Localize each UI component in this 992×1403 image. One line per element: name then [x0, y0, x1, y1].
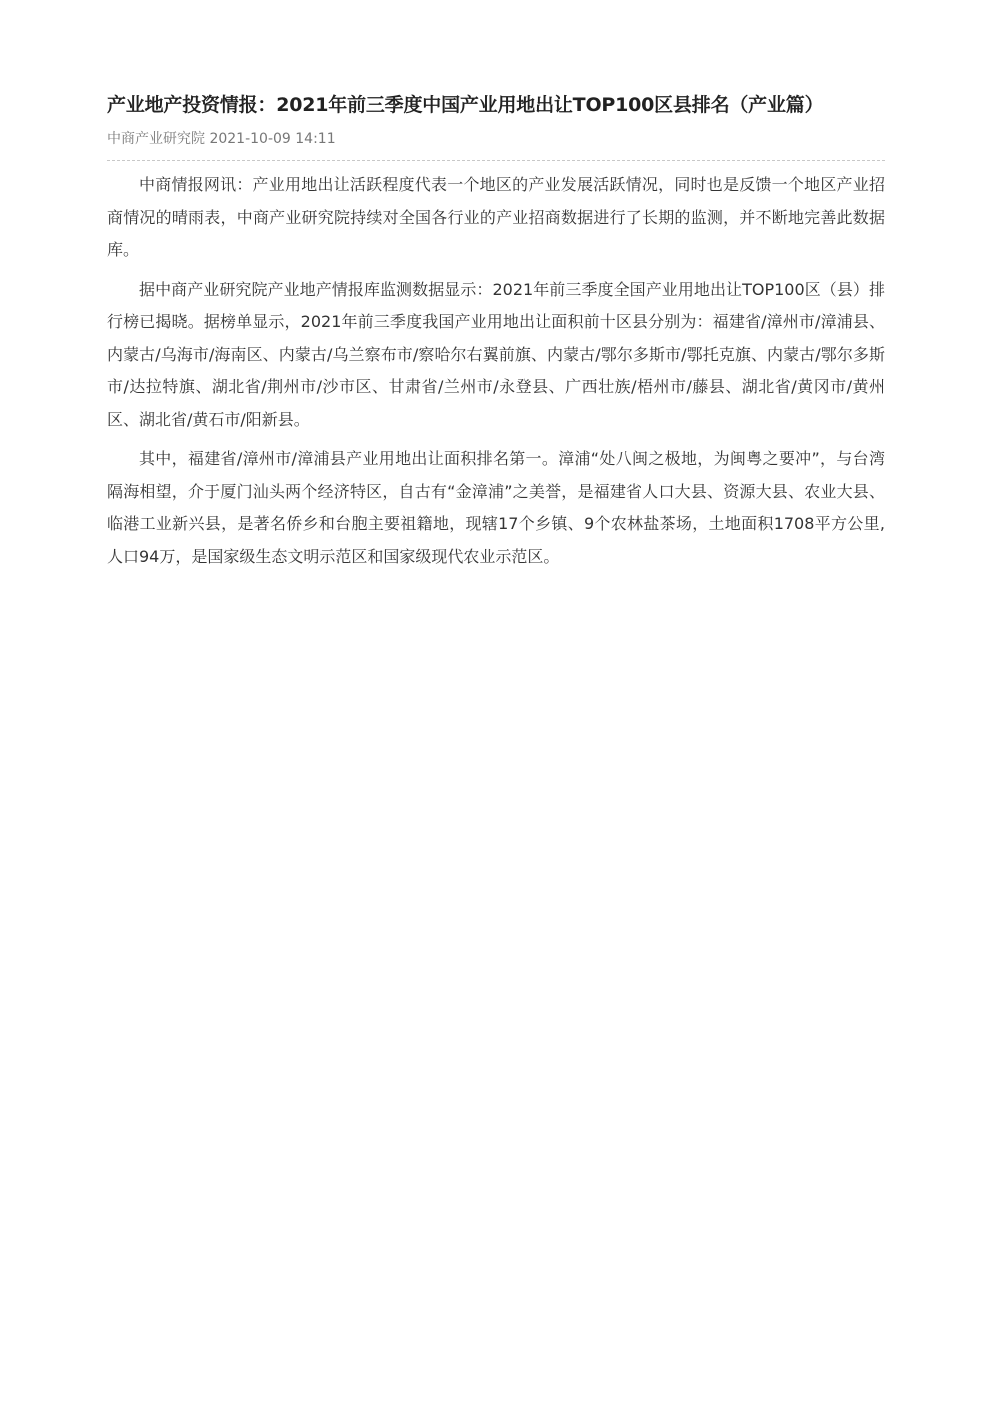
divider [107, 160, 885, 161]
article-body [107, 169, 885, 573]
article [107, 88, 885, 580]
article-meta [107, 129, 885, 149]
paragraph: 中商情报网讯：产业用地出让活跃程度代表一个地区的产业发展活跃情况，同时也是反馈一个地区产业招商情况的晴雨表，中商产业研究院持续对全国各行业的产业招商数据进行了长期的监测，并不断地完善此数据库。 [107, 175, 885, 259]
article-datetime: 2021-10-09 14:11 [209, 131, 336, 147]
article-source: 中商产业研究院 [107, 131, 205, 147]
article-title: 产业地产投资情报：2021年前三季度中国产业用地出让TOP100区县排名（产业篇） [107, 94, 824, 116]
paragraph: 其中，福建省/漳州市/漳浦县产业用地出让面积排名第一。漳浦“处八闽之极地，为闽粤之要冲”，与台湾隔海相望，介于厦门汕头两个经济特区，自古有“金漳浦”之美誉，是福建省人口大县、资源大县、农业大县、临港工业新兴县，是著名侨乡和台胞主要祖籍地，现辖17个乡镇、9个农林盐茶场，土地面积1708平方公里,人口94万，是国家级生态文明示范区和国家级现代农业示范区。 [107, 449, 885, 566]
paragraph: 据中商产业研究院产业地产情报库监测数据显示：2021年前三季度全国产业用地出让TOP100区（县）排行榜已揭晓。据榜单显示，2021年前三季度我国产业用地出让面积前十区县分别为：福建省/漳州市/漳浦县、内蒙古/乌海市/海南区、内蒙古/乌兰察布市/察哈尔右翼前旗、内蒙古/鄂尔多斯市/鄂托克旗、内蒙古/鄂尔多斯市/达拉特旗、湖北省/荆州市/沙市区、甘肃省/兰州市/永登县、广西壮族/梧州市/藤县、湖北省/黄冈市/黄州区、湖北省/黄石市/阳新县。 [107, 279, 885, 429]
